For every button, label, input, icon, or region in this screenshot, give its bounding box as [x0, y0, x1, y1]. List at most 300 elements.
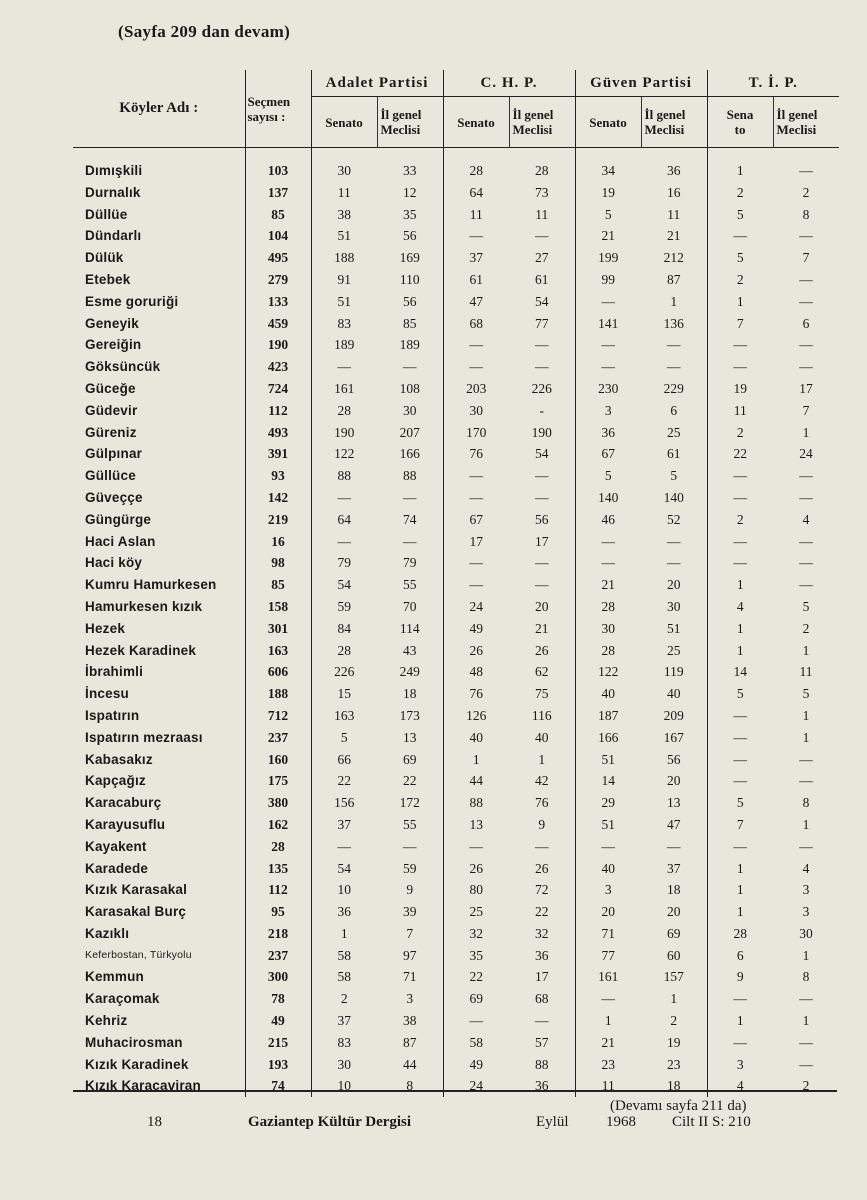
- vote-count-cell: 30: [403, 402, 417, 418]
- vote-count-cell: —: [707, 727, 773, 749]
- table-row: [73, 988, 839, 1010]
- table-row: [73, 661, 839, 683]
- voter-count-cell: 104: [245, 225, 311, 247]
- vote-count-cell: 69: [443, 988, 509, 1010]
- vote-count-cell: 167: [663, 729, 684, 745]
- village-name-cell: Kumru Hamurkesen: [73, 574, 245, 596]
- vote-count-cell: 60: [667, 947, 681, 963]
- vote-count-cell: 12: [403, 184, 417, 200]
- vote-count-cell: —: [443, 552, 509, 574]
- continued-from-note: (Sayfa 209 dan devam): [118, 22, 291, 41]
- table-row: [73, 596, 839, 618]
- vote-count-cell: 37: [337, 816, 351, 832]
- table-row: [73, 313, 839, 335]
- vote-count-cell: —: [667, 838, 681, 854]
- village-name-cell: Karasakal Burç: [73, 901, 245, 923]
- vote-count-cell: 1: [443, 749, 509, 771]
- vote-count-cell: 189: [399, 337, 420, 353]
- voter-count-cell: 190: [245, 334, 311, 356]
- vote-count-cell: 37: [337, 1013, 351, 1029]
- vote-count-cell: —: [799, 468, 813, 484]
- vote-count-cell: 52: [667, 511, 681, 527]
- table-row: [73, 923, 839, 945]
- council-header: İl genel Meclisi: [641, 97, 707, 148]
- council-header: İl genel Meclisi: [509, 97, 575, 148]
- party-header-ap: Adalet Partisi: [311, 70, 443, 97]
- vote-count-cell: 75: [535, 686, 549, 702]
- vote-count-cell: 1: [707, 879, 773, 901]
- vote-count-cell: 70: [403, 598, 417, 614]
- voter-count-cell: 112: [245, 879, 311, 901]
- vote-count-cell: 83: [337, 1034, 351, 1050]
- vote-count-cell: 3: [575, 400, 641, 422]
- vote-count-cell: 35: [403, 206, 417, 222]
- vote-count-cell: 27: [535, 250, 549, 266]
- voter-count-cell: 712: [245, 705, 311, 727]
- vote-count-cell: —: [799, 533, 813, 549]
- vote-count-cell: 157: [663, 969, 684, 985]
- voter-count-cell: 218: [245, 923, 311, 945]
- vote-count-cell: —: [799, 555, 813, 571]
- vote-count-cell: —: [535, 468, 549, 484]
- vote-count-cell: 24: [799, 446, 813, 462]
- vote-count-cell: 1: [670, 293, 678, 309]
- vote-count-cell: 88: [535, 1056, 549, 1072]
- vote-count-cell: —: [535, 838, 549, 854]
- voter-count-cell: 49: [245, 1010, 311, 1032]
- vote-count-cell: 166: [399, 446, 420, 462]
- vote-count-cell: 22: [337, 773, 351, 789]
- vote-count-cell: 6: [670, 402, 678, 418]
- village-name-cell: Hamurkesen kızık: [73, 596, 245, 618]
- vote-count-cell: 26: [443, 858, 509, 880]
- vote-count-cell: —: [707, 531, 773, 553]
- vote-count-cell: 54: [337, 577, 351, 593]
- vote-count-cell: 40: [535, 729, 549, 745]
- vote-count-cell: 25: [443, 901, 509, 923]
- vote-count-cell: 54: [535, 446, 549, 462]
- vote-count-cell: 36: [337, 904, 351, 920]
- table-row: [73, 465, 839, 487]
- table-row: [73, 1075, 839, 1097]
- vote-count-cell: 4: [707, 596, 773, 618]
- vote-count-cell: 3: [406, 991, 414, 1007]
- vote-count-cell: 170: [443, 422, 509, 444]
- vote-count-cell: 212: [663, 250, 684, 266]
- vote-count-cell: 56: [535, 511, 549, 527]
- vote-count-cell: —: [337, 533, 351, 549]
- vote-count-cell: 207: [399, 424, 420, 440]
- vote-count-cell: 1: [802, 1013, 810, 1029]
- table-row: [73, 1054, 839, 1076]
- vote-count-cell: 9: [707, 966, 773, 988]
- table-row: [73, 487, 839, 509]
- vote-count-cell: 59: [403, 860, 417, 876]
- village-name-cell: Güceğe: [73, 378, 245, 400]
- party-header-tip: T. İ. P.: [707, 70, 839, 97]
- voter-count-cell: 423: [245, 356, 311, 378]
- vote-count-cell: 79: [337, 555, 351, 571]
- continued-to-note: (Devamı sayfa 211 da): [610, 1098, 747, 1114]
- vote-count-cell: —: [707, 334, 773, 356]
- vote-count-cell: —: [799, 489, 813, 505]
- village-name-header: Köyler Adı :: [73, 70, 245, 148]
- table-row: [73, 945, 839, 967]
- vote-count-cell: —: [707, 356, 773, 378]
- vote-count-cell: 229: [663, 380, 684, 396]
- vote-count-cell: 51: [575, 749, 641, 771]
- voter-count-cell: 279: [245, 269, 311, 291]
- vote-count-cell: 80: [443, 879, 509, 901]
- vote-count-cell: 40: [575, 683, 641, 705]
- vote-count-cell: 22: [535, 904, 549, 920]
- vote-count-cell: 161: [575, 966, 641, 988]
- vote-count-cell: 39: [403, 904, 417, 920]
- vote-count-cell: 5: [707, 683, 773, 705]
- vote-count-cell: 76: [443, 443, 509, 465]
- vote-count-cell: —: [707, 1032, 773, 1054]
- vote-count-cell: 29: [575, 792, 641, 814]
- voter-count-cell: 724: [245, 378, 311, 400]
- vote-count-cell: 18: [403, 686, 417, 702]
- vote-count-cell: 2: [802, 1078, 810, 1094]
- vote-count-cell: 59: [337, 598, 351, 614]
- vote-count-cell: 1: [707, 291, 773, 313]
- vote-count-cell: 1: [538, 751, 546, 767]
- vote-count-cell: 30: [337, 1056, 351, 1072]
- election-results-table: [73, 70, 837, 1097]
- vote-count-cell: 21: [535, 620, 549, 636]
- vote-count-cell: —: [535, 228, 549, 244]
- vote-count-cell: 79: [403, 555, 417, 571]
- village-name-cell: Gereiğin: [73, 334, 245, 356]
- table-row: [73, 204, 839, 226]
- vote-count-cell: 48: [443, 661, 509, 683]
- vote-count-cell: 1: [575, 1010, 641, 1032]
- vote-count-cell: 64: [337, 511, 351, 527]
- voter-count-cell: 237: [245, 727, 311, 749]
- vote-count-cell: —: [337, 489, 351, 505]
- village-name-cell: Güngürge: [73, 509, 245, 531]
- vote-count-cell: 11: [337, 184, 351, 200]
- vote-count-cell: 1: [670, 991, 678, 1007]
- vote-count-cell: —: [403, 489, 417, 505]
- vote-count-cell: 20: [667, 773, 681, 789]
- vote-count-cell: 32: [535, 925, 549, 941]
- vote-count-cell: —: [707, 836, 773, 858]
- vote-count-cell: 72: [535, 882, 549, 898]
- village-name-cell: Kemmun: [73, 966, 245, 988]
- vote-count-cell: 8: [802, 206, 810, 222]
- vote-count-cell: —: [575, 356, 641, 378]
- vote-count-cell: —: [535, 337, 549, 353]
- vote-count-cell: —: [403, 838, 417, 854]
- village-name-cell: Haci Aslan: [73, 531, 245, 553]
- vote-count-cell: 46: [575, 509, 641, 531]
- vote-count-cell: 19: [667, 1034, 681, 1050]
- vote-count-cell: 16: [667, 184, 681, 200]
- village-name-cell: Güdevir: [73, 400, 245, 422]
- vote-count-cell: 2: [707, 509, 773, 531]
- vote-count-cell: 2: [802, 620, 810, 636]
- vote-count-cell: 77: [575, 945, 641, 967]
- voter-count-cell: 237: [245, 945, 311, 967]
- table-row: [73, 378, 839, 400]
- vote-count-cell: 58: [337, 947, 351, 963]
- vote-count-cell: —: [707, 749, 773, 771]
- vote-count-cell: 30: [667, 598, 681, 614]
- vote-count-cell: 7: [707, 313, 773, 335]
- village-name-cell: Güreniz: [73, 422, 245, 444]
- vote-count-cell: 136: [663, 315, 684, 331]
- vote-count-cell: 66: [337, 751, 351, 767]
- vote-count-cell: 56: [667, 751, 681, 767]
- voter-count-cell: 16: [245, 531, 311, 553]
- vote-count-cell: 8: [802, 795, 810, 811]
- vote-count-cell: —: [799, 838, 813, 854]
- vote-count-cell: 9: [406, 882, 414, 898]
- table-row: [73, 705, 839, 727]
- voter-count-cell: 93: [245, 465, 311, 487]
- table-row: [73, 356, 839, 378]
- table-row: [73, 966, 839, 988]
- vote-count-cell: —: [799, 1056, 813, 1072]
- table-body: [73, 148, 839, 1098]
- party-header-gp: Güven Partisi: [575, 70, 707, 97]
- vote-count-cell: 36: [667, 163, 681, 178]
- vote-count-cell: 68: [535, 991, 549, 1007]
- vote-count-cell: —: [707, 552, 773, 574]
- village-name-cell: Düllüe: [73, 204, 245, 226]
- vote-count-cell: 36: [535, 1078, 549, 1094]
- voter-count-cell: 493: [245, 422, 311, 444]
- village-name-cell: Geneyik: [73, 313, 245, 335]
- voter-count-cell: 112: [245, 400, 311, 422]
- vote-count-cell: 30: [575, 618, 641, 640]
- vote-count-cell: 1: [707, 618, 773, 640]
- vote-count-cell: 5: [707, 792, 773, 814]
- vote-count-cell: —: [707, 225, 773, 247]
- vote-count-cell: 87: [667, 271, 681, 287]
- vote-count-cell: 1: [802, 947, 810, 963]
- vote-count-cell: —: [799, 773, 813, 789]
- vote-count-cell: 44: [403, 1056, 417, 1072]
- table-row: [73, 749, 839, 771]
- vote-count-cell: 11: [667, 206, 681, 222]
- voter-count-cell: 188: [245, 683, 311, 705]
- vote-count-cell: —: [707, 770, 773, 792]
- voter-count-cell: 135: [245, 858, 311, 880]
- vote-count-cell: 14: [575, 770, 641, 792]
- vote-count-cell: —: [403, 533, 417, 549]
- vote-count-cell: 5: [802, 686, 810, 702]
- voter-count-cell: 137: [245, 182, 311, 204]
- issue-month: Eylül: [536, 1114, 569, 1130]
- table-row: [73, 182, 839, 204]
- vote-count-cell: 2: [707, 182, 773, 204]
- vote-count-cell: 64: [443, 182, 509, 204]
- vote-count-cell: 20: [535, 598, 549, 614]
- volume-issue: Cilt II S: 210: [672, 1114, 751, 1130]
- journal-title: Gaziantep Kültür Dergisi: [248, 1114, 412, 1130]
- vote-count-cell: —: [443, 836, 509, 858]
- vote-count-cell: 56: [403, 293, 417, 309]
- vote-count-cell: —: [443, 1010, 509, 1032]
- vote-count-cell: 17: [443, 531, 509, 553]
- vote-count-cell: 4: [802, 860, 810, 876]
- page-footer: [0, 1100, 867, 1140]
- voter-count-cell: 74: [245, 1075, 311, 1097]
- vote-count-cell: —: [535, 489, 549, 505]
- vote-count-cell: 156: [334, 795, 355, 811]
- vote-count-cell: 3: [707, 1054, 773, 1076]
- vote-count-cell: 5: [707, 204, 773, 226]
- vote-count-cell: 19: [575, 182, 641, 204]
- vote-count-cell: 51: [337, 293, 351, 309]
- voter-count-cell: 193: [245, 1054, 311, 1076]
- vote-count-cell: 199: [575, 247, 641, 269]
- table-row: [73, 814, 839, 836]
- vote-count-cell: —: [799, 271, 813, 287]
- vote-count-cell: 44: [443, 770, 509, 792]
- vote-count-cell: 33: [403, 163, 417, 178]
- village-name-cell: Ispatırın: [73, 705, 245, 727]
- vote-count-cell: 22: [443, 966, 509, 988]
- vote-count-cell: 226: [334, 664, 355, 680]
- table-row: [73, 836, 839, 858]
- table-row: [73, 269, 839, 291]
- vote-count-cell: 1: [707, 160, 773, 182]
- voter-count-cell: 95: [245, 901, 311, 923]
- vote-count-cell: 40: [575, 858, 641, 880]
- vote-count-cell: 56: [403, 228, 417, 244]
- vote-count-cell: 67: [575, 443, 641, 465]
- vote-count-cell: 1: [802, 707, 810, 723]
- table-row: [73, 225, 839, 247]
- village-name-cell: Kızık Karasakal: [73, 879, 245, 901]
- table-row: [73, 574, 839, 596]
- vote-count-cell: 85: [403, 315, 417, 331]
- vote-count-cell: 7: [406, 925, 414, 941]
- senate-header: Senato: [311, 97, 377, 148]
- vote-count-cell: 5: [707, 247, 773, 269]
- senate-header: Senato: [443, 97, 509, 148]
- vote-count-cell: 7: [802, 402, 810, 418]
- voter-count-cell: 28: [245, 836, 311, 858]
- vote-count-cell: 6: [802, 315, 810, 331]
- vote-count-cell: 20: [667, 904, 681, 920]
- vote-count-cell: 1: [802, 816, 810, 832]
- vote-count-cell: 61: [443, 269, 509, 291]
- vote-count-cell: 71: [575, 923, 641, 945]
- village-name-cell: Muhacirosman: [73, 1032, 245, 1054]
- vote-count-cell: 32: [443, 923, 509, 945]
- vote-count-cell: 54: [535, 293, 549, 309]
- voter-count-cell: 78: [245, 988, 311, 1010]
- vote-count-cell: 187: [575, 705, 641, 727]
- table-row: [73, 792, 839, 814]
- vote-count-cell: 30: [337, 163, 351, 178]
- table-row: [73, 334, 839, 356]
- voter-count-cell: 380: [245, 792, 311, 814]
- vote-count-cell: 37: [667, 860, 681, 876]
- vote-count-cell: —: [403, 359, 417, 375]
- vote-count-cell: 2: [340, 991, 348, 1007]
- vote-count-cell: 5: [575, 204, 641, 226]
- vote-count-cell: 108: [399, 380, 420, 396]
- vote-count-cell: 17: [535, 533, 549, 549]
- vote-count-cell: 68: [443, 313, 509, 335]
- vote-count-cell: —: [575, 291, 641, 313]
- table-row: [73, 683, 839, 705]
- vote-count-cell: 11: [535, 206, 549, 222]
- vote-count-cell: 11: [575, 1075, 641, 1097]
- vote-count-cell: —: [443, 574, 509, 596]
- vote-count-cell: 11: [707, 400, 773, 422]
- voter-count-cell: 606: [245, 661, 311, 683]
- vote-count-cell: 140: [575, 487, 641, 509]
- vote-count-cell: 2: [707, 422, 773, 444]
- vote-count-cell: 43: [403, 642, 417, 658]
- issue-year: 1968: [606, 1114, 636, 1130]
- vote-count-cell: 1: [340, 925, 348, 941]
- vote-count-cell: 55: [403, 816, 417, 832]
- vote-count-cell: 3: [802, 904, 810, 920]
- vote-count-cell: 1: [707, 574, 773, 596]
- vote-count-cell: 122: [575, 661, 641, 683]
- senate-header: Senato: [575, 97, 641, 148]
- voter-count-cell: 133: [245, 291, 311, 313]
- vote-count-cell: 54: [337, 860, 351, 876]
- vote-count-cell: 1: [802, 642, 810, 658]
- vote-count-cell: 3: [802, 882, 810, 898]
- vote-count-cell: 61: [535, 271, 549, 287]
- voter-count-cell: 219: [245, 509, 311, 531]
- table-row: [73, 291, 839, 313]
- vote-count-cell: 4: [707, 1075, 773, 1097]
- page-number: 18: [147, 1114, 162, 1130]
- vote-count-cell: 119: [663, 664, 684, 680]
- village-name-cell: Göksüncük: [73, 356, 245, 378]
- voter-count-cell: 160: [245, 749, 311, 771]
- vote-count-cell: 19: [707, 378, 773, 400]
- vote-count-cell: 87: [403, 1034, 417, 1050]
- vote-count-cell: 38: [403, 1013, 417, 1029]
- vote-count-cell: —: [535, 577, 549, 593]
- vote-count-cell: 6: [707, 945, 773, 967]
- vote-count-cell: 26: [535, 860, 549, 876]
- vote-count-cell: 161: [334, 380, 355, 396]
- vote-count-cell: 14: [707, 661, 773, 683]
- vote-count-cell: 18: [667, 1078, 681, 1094]
- village-name-cell: Durnalık: [73, 182, 245, 204]
- vote-count-cell: 188: [334, 250, 355, 266]
- vote-count-cell: —: [575, 334, 641, 356]
- vote-count-cell: 1: [707, 1010, 773, 1032]
- vote-count-cell: 20: [575, 901, 641, 923]
- vote-count-cell: 88: [443, 792, 509, 814]
- vote-count-cell: -: [539, 402, 545, 418]
- vote-count-cell: 35: [443, 945, 509, 967]
- vote-count-cell: 36: [535, 947, 549, 963]
- vote-count-cell: 2: [670, 1013, 678, 1029]
- vote-count-cell: —: [799, 991, 813, 1007]
- voter-count-cell: 85: [245, 204, 311, 226]
- voter-count-cell: 215: [245, 1032, 311, 1054]
- vote-count-cell: 8: [802, 969, 810, 985]
- voter-count-cell: 158: [245, 596, 311, 618]
- vote-count-cell: 13: [667, 795, 681, 811]
